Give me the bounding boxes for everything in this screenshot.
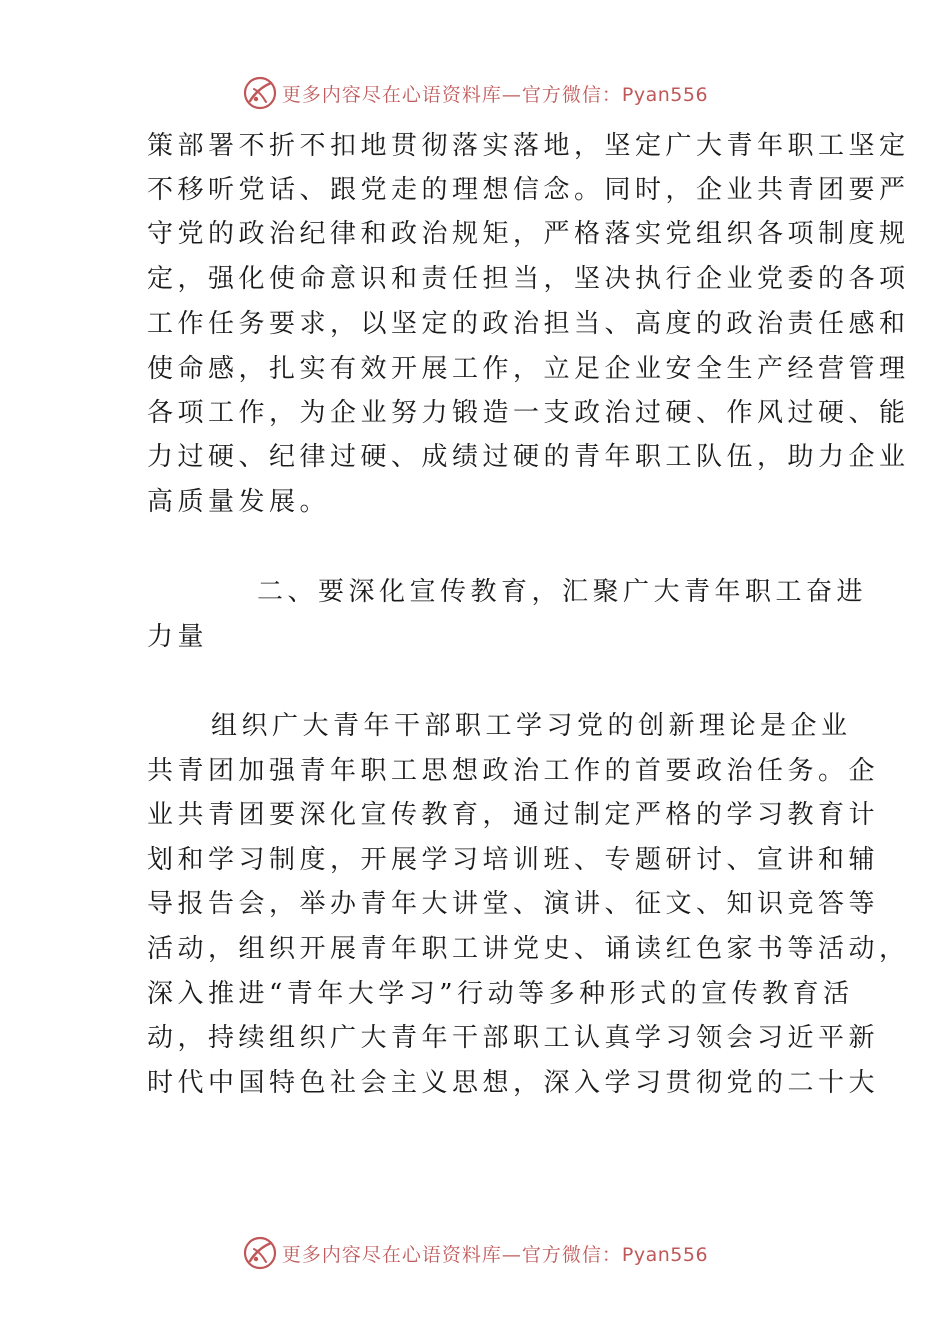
text-line: 时代中国特色社会主义思想，深入学习贯彻党的二十大	[147, 1068, 880, 1098]
text-line: 不移听党话、跟党走的理想信念。同时，企业共青团要严	[147, 175, 910, 205]
text-line: 使命感，扎实有效开展工作，立足企业安全生产经营管理	[147, 354, 910, 384]
heading-line: 力量	[147, 622, 209, 652]
text-line: 深入推进“青年大学习”行动等多种形式的宣传教育活	[147, 979, 854, 1009]
text-line: 定，强化使命意识和责任担当，坚决执行企业党委的各项	[147, 264, 910, 294]
banner-text: 更多内容尽在心语资料库—官方微信：Pyan556	[281, 83, 709, 106]
text-line: 力过硬、纪律过硬、成绩过硬的青年职工队伍，助力企业	[147, 442, 910, 472]
text-line: 策部署不折不扣地贯彻落实落地，坚定广大青年职工坚定	[147, 131, 910, 161]
seal-logo-icon	[242, 75, 278, 111]
text-line: 共青团加强青年职工思想政治工作的首要政治任务。企	[147, 756, 880, 786]
footer-banner	[0, 1231, 950, 1275]
text-line: 划和学习制度，开展学习培训班、专题研讨、宣讲和辅	[147, 845, 880, 875]
text-line: 动，持续组织广大青年干部职工认真学习领会习近平新	[147, 1023, 880, 1053]
text-line: 业共青团要深化宣传教育，通过制定严格的学习教育计	[147, 800, 880, 830]
heading-line: 二、要深化宣传教育，汇聚广大青年职工奋进	[257, 577, 868, 607]
header-banner	[0, 71, 950, 115]
text-line: 导报告会，举办青年大讲堂、演讲、征文、知识竞答等	[147, 889, 880, 919]
text-line: 守党的政治纪律和政治规矩，严格落实党组织各项制度规	[147, 219, 910, 249]
text-line: 工作任务要求，以坚定的政治担当、高度的政治责任感和	[147, 309, 910, 339]
banner-text: 更多内容尽在心语资料库—官方微信：Pyan556	[281, 1243, 709, 1266]
text-line: 组织广大青年干部职工学习党的创新理论是企业	[211, 711, 852, 741]
text-line: 各项工作，为企业努力锻造一支政治过硬、作风过硬、能	[147, 398, 910, 428]
text-line: 活动，组织开展青年职工讲党史、诵读红色家书等活动，	[147, 934, 910, 964]
text-line: 高质量发展。	[147, 487, 331, 517]
seal-logo-icon	[242, 1235, 278, 1271]
